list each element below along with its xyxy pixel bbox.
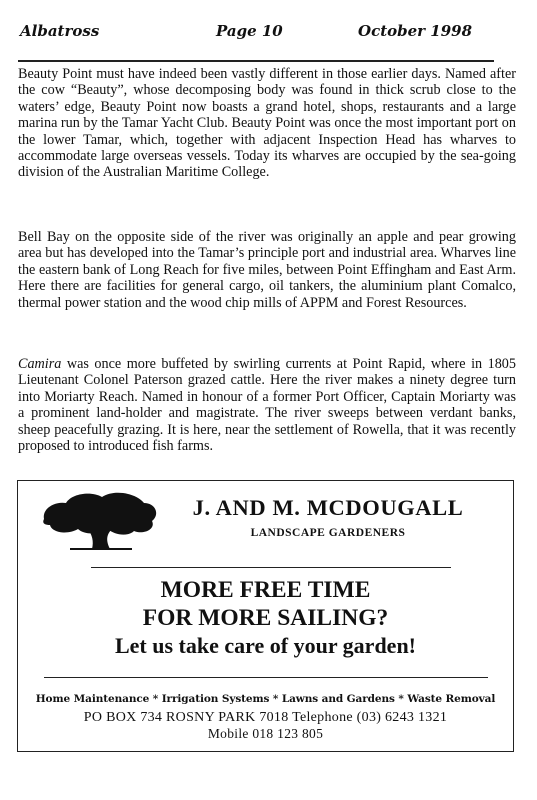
ad-headline-3: Let us take care of your garden! [114, 633, 417, 658]
article-paragraph-3 [18, 356, 516, 454]
publication-title: Albatross [20, 22, 100, 40]
ad-divider-bottom [44, 677, 488, 678]
mobile-number: Mobile 018 123 805 [207, 726, 324, 741]
postal-address: PO BOX 734 ROSNY PARK 7018 Telephone (03) 6243 1321 [83, 710, 448, 725]
article-paragraph-1: Beauty Point must have indeed been vastly different in those earlier days. Named after the cow “Beauty”, whose decomposing body was found in thick scrub close to the waters’ edge, Beauty Point now boasts a grand hotel, shops, restaurants and a large marina run by the Tamar Yacht Club. Beauty Point was once the most important port on the lower Tamar, which, together with adjacent Inspection Head has wharves to accommodate large overseas vessels. Today its wharves are occupied by the sea-going division of the Australian Maritime College. [18, 66, 516, 181]
vessel-name: Camira [18, 356, 62, 372]
ad-headline-1: MORE FREE TIME [160, 577, 371, 603]
page-header [18, 22, 498, 42]
company-subtitle: LANDSCAPE GARDENERS [250, 527, 406, 539]
header-rule [18, 60, 494, 62]
tree-icon [40, 489, 160, 553]
advertisement-box [17, 480, 514, 752]
ad-headline-2: FOR MORE SAILING? [142, 605, 389, 631]
ad-divider-top [91, 567, 451, 568]
paragraph-3-text: was once more buffeted by swirling currents at Point Rapid, where in 1805 Lieutenant Colonel Paterson grazed cattle. Here the river makes a ninety degree turn into Moriarty Reach. Named in honour of a former Port Officer, Captain Moriarty was a prominent land-holder and magistrate. The river sweeps between verdant banks, sheep peacefully grazing. It is here, near the settlement of Rowella, that it was recently proposed to introduced fish farms. [18, 356, 516, 455]
page-number: Page 10 [216, 22, 283, 40]
issue-date: October 1998 [358, 22, 473, 40]
services-list: Home Maintenance * Irrigation Systems * Lawns and Gardens * Waste Removal [35, 693, 496, 705]
article-paragraph-2: Bell Bay on the opposite side of the river was originally an apple and pear growing area but has developed into the Tamar’s principle port and industrial area. Wharves line the eastern bank of Long Reach for five miles, between Point Effingham and East Arm. Here there are facilities for general cargo, oil tankers, the aluminium plant Comalco, thermal power station and the wood chip mills of APPM and Forest Resources. [18, 229, 516, 311]
company-name: J. AND M. MCDOUGALL [192, 495, 464, 520]
